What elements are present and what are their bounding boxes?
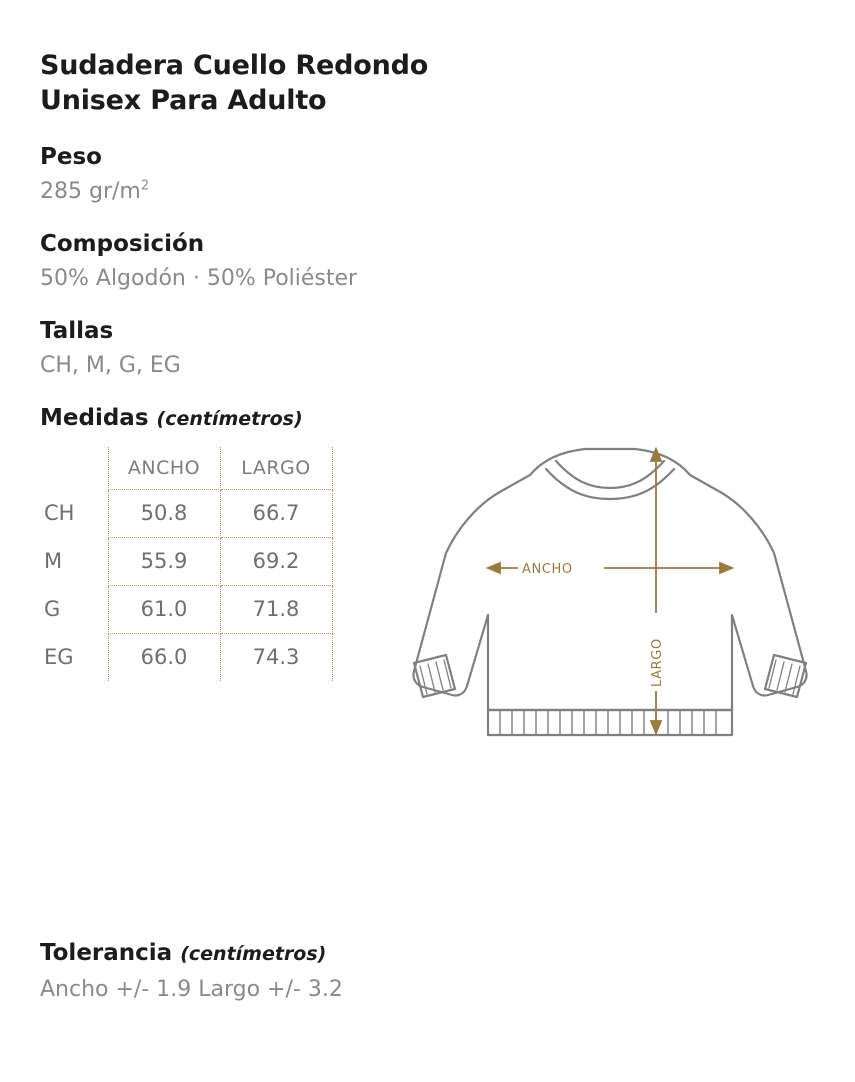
tallas-value: CH, M, G, EG [40,352,181,378]
peso-unit-superscript: 2 [140,178,150,194]
row-size-g: G [44,597,61,622]
cell-m-ancho: 55.9 [108,537,220,585]
table-row [40,633,332,681]
width-arrow-head-right [720,563,732,573]
section-peso [40,144,815,205]
width-arrow-head-left [488,563,500,573]
row-size-m: M [44,549,63,574]
section-medidas [40,405,815,757]
column-header-ancho: ANCHO [108,447,220,489]
section-tallas [40,318,815,379]
cuff-ribbing [420,660,800,694]
composicion-label: Composición [40,231,205,258]
peso-value-text: 285 gr/m [40,178,141,204]
length-label: LARGO [650,638,665,688]
peso-label: Peso [40,144,102,171]
row-size-eg: EG [44,645,74,670]
cell-eg-ancho: 66.0 [108,633,220,681]
cell-ch-largo: 66.7 [220,489,332,537]
measures-area [40,447,815,757]
size-table [40,447,333,681]
length-arrow-head-bottom [651,721,661,733]
cell-eg-largo: 74.3 [220,633,332,681]
table-row [40,489,332,537]
medidas-unit: (centímetros) [156,408,303,431]
row-size-ch: CH [44,501,75,526]
measurement-arrows [488,449,732,733]
column-header-largo: LARGO [220,447,332,489]
medidas-label [40,405,815,433]
medidas-label-text: Medidas [40,405,149,432]
tallas-label: Tallas [40,318,114,345]
cell-g-largo: 71.8 [220,585,332,633]
composicion-value: 50% Algodón · 50% Poliéster [40,265,358,291]
table-header-row [40,447,332,489]
page-title-line2: Unisex Para Adulto [40,85,327,117]
section-composicion [40,231,815,292]
sweatshirt-illustration [370,435,840,755]
cell-m-largo: 69.2 [220,537,332,585]
tolerancia-label [40,940,740,968]
table-row [40,585,332,633]
section-tolerancia [40,940,740,1003]
tolerancia-value: Ancho +/- 1.9 Largo +/- 3.2 [40,976,343,1002]
table-row [40,537,332,585]
hem-ribbing [500,711,716,734]
cell-g-ancho: 61.0 [108,585,220,633]
tolerancia-unit: (centímetros) [180,943,327,965]
tolerancia-label-text: Tolerancia [40,940,173,966]
page-title [40,48,560,118]
garment-outline [413,449,806,735]
peso-value [40,178,815,206]
cell-ch-ancho: 50.8 [108,489,220,537]
table-corner-cell [40,447,108,489]
sweatshirt-diagram [370,435,840,755]
width-label: ANCHO [522,562,573,578]
page-title-line1: Sudadera Cuello Redondo [40,50,429,81]
